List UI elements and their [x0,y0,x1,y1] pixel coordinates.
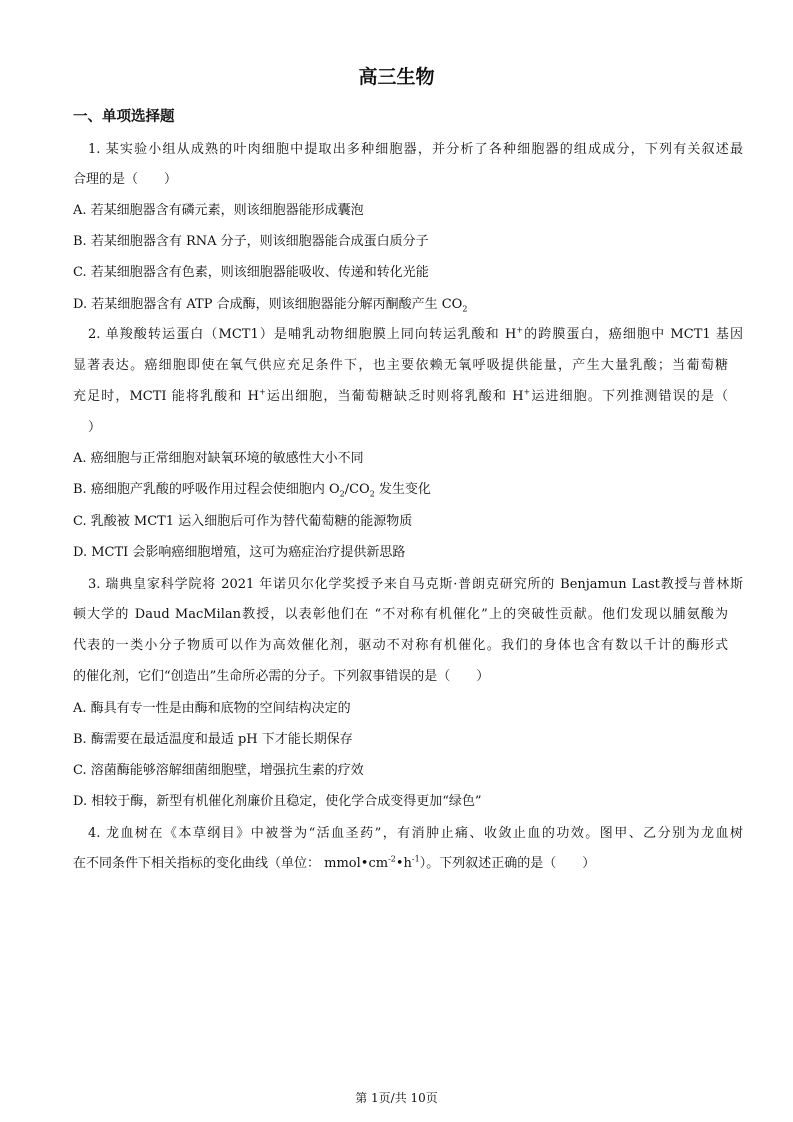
q2-l1-superscript: + [516,325,523,335]
q2-option-d: D. MCTI 会影响癌细胞增殖，这可为癌症治疗提供新思路 [73,545,406,560]
q3-option-b: B. 酶需要在最适温度和最适 pH 下才能长期保存 [73,732,353,747]
page-number-footer: 第 1页/共 10页 [355,1091,438,1105]
q1-option-d-subscript: 2 [462,304,468,314]
q2-l3-superscript-2: + [523,387,531,397]
q2-option-b [73,481,728,499]
q2-stem-line-3 [73,388,728,406]
q1-option-b: B. 若某细胞器含有 RNA 分子，则该细胞器能合成蛋白质分子 [73,234,429,249]
q4-l2-text-c: ）。下列叙述正确的是（ ） [419,856,596,871]
q2-option-b-subscript-1: 2 [339,489,345,499]
q2-option-b-text-c: 发生变化 [374,482,431,497]
q2-l3-text-c: 运进细胞。下列推测错误的是（ [530,389,728,404]
q2-option-c: C. 乳酸被 MCT1 运入细胞后可作为替代葡萄糖的能源物质 [73,514,413,529]
section-heading: 一、单项选择题 [73,108,175,125]
q3-stem-line-2: 顿大学的 Daud MacMilan教授，以表彰他们在 “不对称有机催化”上的突破性贡献。他们发现以脯氨酸为 [73,607,728,622]
q3-option-c: C. 溶菌酶能够溶解细菌细胞壁，增强抗生素的疗效 [73,763,364,778]
q4-l2-superscript-2: -1 [411,854,420,864]
q1-stem-line-1: 1. 某实验小组从成熟的叶肉细胞中提取出多种细胞器，并分析了各种细胞器的组成成分，下列有关叙述最 [88,142,743,157]
q2-l1-text-b: 的跨膜蛋白，癌细胞中 MCT1 基因 [522,327,743,342]
document-title: 高三生物 [358,66,435,88]
q1-stem-line-2: 合理的是（ ） [73,172,178,187]
q1-option-c: C. 若某细胞器含有色素，则该细胞器能吸收、传递和转化光能 [73,265,429,280]
q2-l3-superscript-1: + [259,387,266,397]
q3-option-a: A. 酶具有专一性是由酶和底物的空间结构决定的 [73,701,351,716]
q4-stem-line-2 [73,855,728,873]
q3-option-d: D. 相较于酶，新型有机催化剂廉价且稳定，使化学合成变得更加“绿色” [73,794,482,809]
q2-l1-text-a: 2. 单羧酸转运蛋白（MCT1）是哺乳动物细胞膜上同向转运乳酸和 H [88,327,517,342]
q2-option-b-subscript-2: 2 [369,489,375,499]
q3-stem-line-3: 代表的一类小分子物质可以作为高效催化剂，驱动不对称有机催化。我们的身体也含有数以千计的酶形式 [73,638,728,653]
q3-stem-line-1: 3. 瑞典皇家科学院将 2021 年诺贝尔化学奖授予来自马克斯·普朗克研究所的 Benjamun Last教授与普林斯 [88,577,743,592]
q1-option-d-text: D. 若某细胞器含有 ATP 合成酶，则该细胞器能分解丙酮酸产生 CO [73,297,463,312]
q2-l3-text-b: 运出细胞，当葡萄糖缺乏时则将乳酸和 H [265,389,524,404]
q2-l3-text-a: 充足时，MCTI 能将乳酸和 H [73,389,260,404]
q2-option-a: A. 癌细胞与正常细胞对缺氧环境的敏感性大小不同 [73,451,364,466]
q4-l2-text-b: •h [395,856,412,871]
q2-stem-line-2: 显著表达。癌细胞即使在氧气供应充足条件下，也主要依赖无氧呼吸提供能量，产生大量乳酸；当葡萄糖 [73,358,728,373]
q1-option-a: A. 若某细胞器含有磷元素，则该细胞器能形成囊泡 [73,203,364,218]
q2-stem-line-4: ） [88,420,102,435]
q2-stem-line-1 [88,326,743,344]
q4-stem-line-1: 4. 龙血树在《本草纲目》中被誉为“活血圣药”，有消肿止痛、收敛止血的功效。图甲、乙分别为龙血树 [88,826,743,841]
q1-option-d [73,296,728,314]
q2-option-b-text-a: B. 癌细胞产乳酸的呼吸作用过程会使细胞内 O [73,482,340,497]
q3-stem-line-4: 的催化剂，它们“创造出”生命所必需的分子。下列叙事错误的是（ ） [73,669,490,684]
q2-option-b-text-b: /CO [344,482,370,497]
q4-l2-text-a: 在不同条件下相关指标的变化曲线（单位： mmol•cm [73,856,389,871]
q4-l2-superscript-1: -2 [388,854,396,864]
